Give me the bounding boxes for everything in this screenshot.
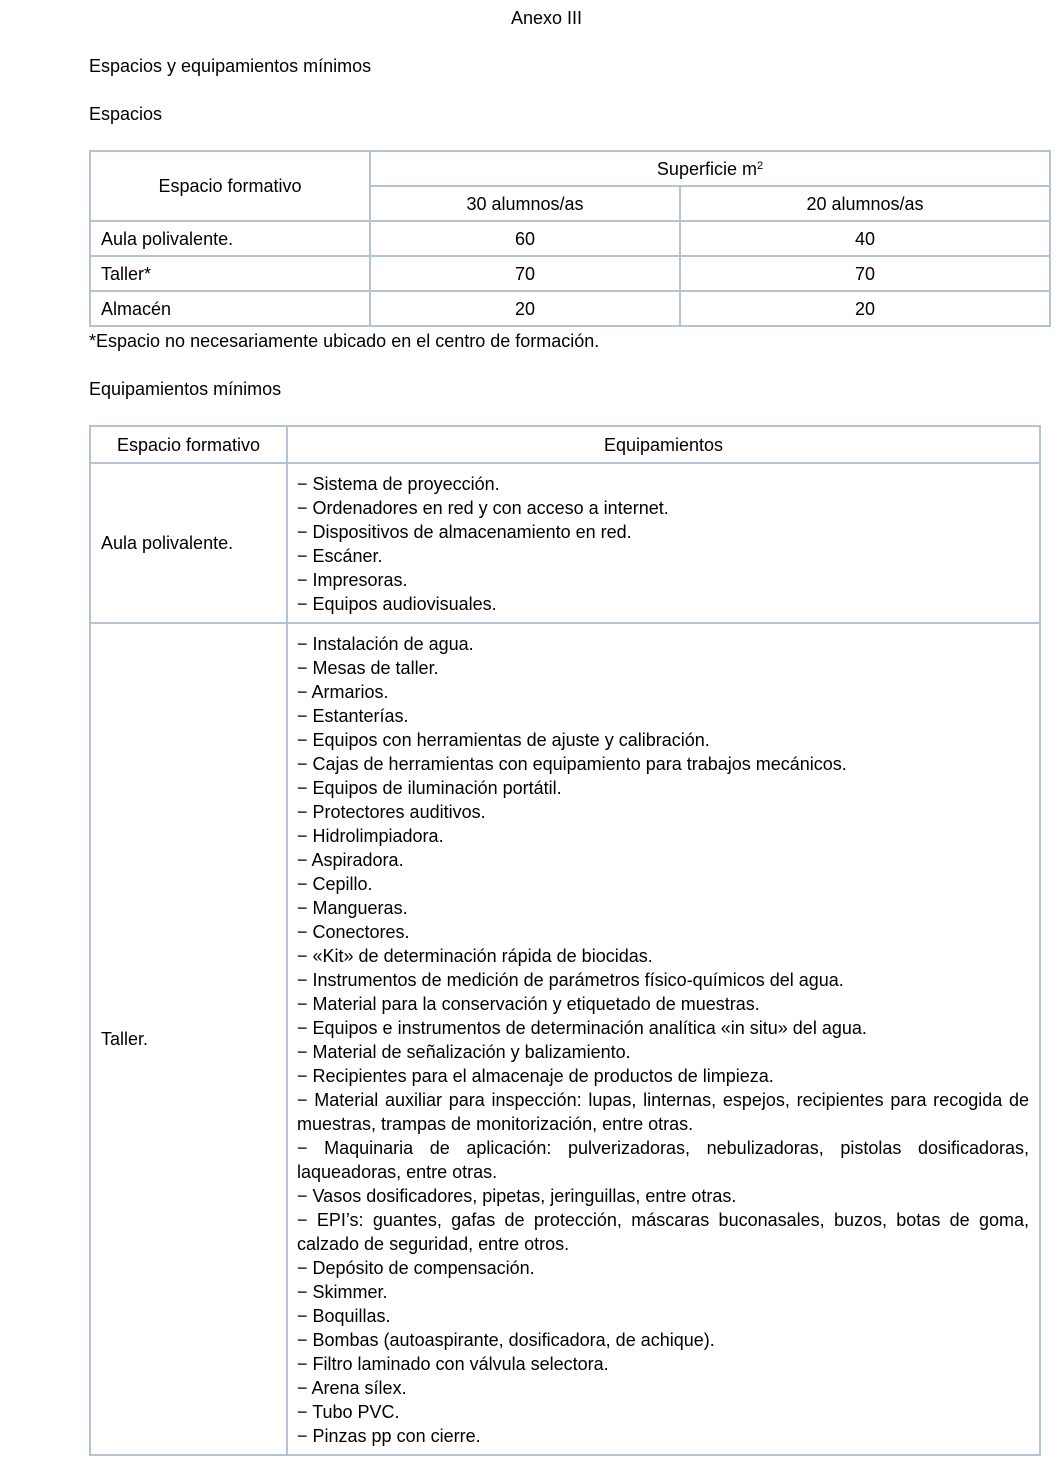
equipment-item: − Bombas (autoaspirante, dosificadora, de achique).: [297, 1330, 715, 1350]
equipment-item: − Skimmer.: [297, 1282, 388, 1302]
table-row: [90, 623, 1040, 1455]
table-row: [90, 221, 1050, 256]
equipment-item: − Conectores.: [297, 922, 410, 942]
equipment-item: − Material auxiliar para inspección: lupas, linternas, espejos, recipientes para recogida de muestras, trampas de monitorización, entre otras.: [297, 1090, 1029, 1134]
annex-title: Anexo III: [510, 8, 583, 28]
equipment-item: − Protectores auditivos.: [297, 802, 486, 822]
cell-space: Taller.: [90, 623, 287, 1455]
equipment-item: − Mesas de taller.: [297, 658, 439, 678]
equipment-item: − Armarios.: [297, 682, 389, 702]
equipment-item: − Vasos dosificadores, pipetas, jeringuillas, entre otras.: [297, 1186, 737, 1206]
equipment-item: − Dispositivos de almacenamiento en red.: [297, 522, 632, 542]
footnote: *Espacio no necesariamente ubicado en el centro de formación.: [89, 331, 600, 351]
equipamientos-heading: Equipamientos mínimos: [89, 379, 282, 399]
equipment-list: [287, 623, 1040, 1455]
equipment-item: − Hidrolimpiadora.: [297, 826, 444, 846]
equipment-item: − Aspiradora.: [297, 850, 404, 870]
equipment-item: − Cepillo.: [297, 874, 373, 894]
equipment-item: − Instrumentos de medición de parámetros físico-químicos del agua.: [297, 970, 844, 990]
equipment-item: − Material de señalización y balizamiento.: [297, 1042, 631, 1062]
equipment-item: − Recipientes para el almacenaje de productos de limpieza.: [297, 1066, 774, 1086]
cell-space: Aula polivalente.: [90, 463, 287, 623]
cell-20: 40: [680, 221, 1050, 256]
equipment-item: − Tubo PVC.: [297, 1402, 400, 1422]
table-row: [90, 256, 1050, 291]
equipment-item: − Arena sílex.: [297, 1378, 407, 1398]
main-heading: Espacios y equipamientos mínimos: [89, 56, 372, 76]
table-row: [90, 463, 1040, 623]
table-header-row: [90, 151, 1050, 186]
cell-30: 60: [370, 221, 680, 256]
cell-20: 70: [680, 256, 1050, 291]
equipment-item: − «Kit» de determinación rápida de biocidas.: [297, 946, 653, 966]
header-superficie-sup: 2: [756, 159, 764, 172]
equipment-item: − Equipos de iluminación portátil.: [297, 778, 562, 798]
header-espacio-formativo: Espacio formativo: [90, 151, 370, 221]
equipment-item: − Mangueras.: [297, 898, 408, 918]
cell-space: Taller*: [90, 256, 370, 291]
cell-30: 20: [370, 291, 680, 326]
cell-space: Aula polivalente.: [90, 221, 370, 256]
cell-space: Almacén: [90, 291, 370, 326]
espacios-table: [89, 150, 1051, 327]
cell-30: 70: [370, 256, 680, 291]
equipment-item: − Cajas de herramientas con equipamiento para trabajos mecánicos.: [297, 754, 847, 774]
equipment-item: − Equipos e instrumentos de determinación analítica «in situ» del agua.: [297, 1018, 867, 1038]
equipment-item: − Equipos con herramientas de ajuste y calibración.: [297, 730, 710, 750]
equipment-item: − Equipos audiovisuales.: [297, 594, 497, 614]
equipment-item: − Escáner.: [297, 546, 383, 566]
equipment-item: − Estanterías.: [297, 706, 409, 726]
header-espacio-formativo: Espacio formativo: [90, 426, 287, 463]
header-equipamientos: Equipamientos: [287, 426, 1040, 463]
espacios-heading: Espacios: [89, 104, 163, 124]
equipment-item: − Instalación de agua.: [297, 634, 474, 654]
header-20-alumnos: 20 alumnos/as: [680, 186, 1050, 221]
header-superficie: [370, 151, 1050, 186]
cell-20: 20: [680, 291, 1050, 326]
equipment-item: − Depósito de compensación.: [297, 1258, 535, 1278]
header-superficie-label: Superficie m: [656, 158, 757, 179]
equipment-list: [287, 463, 1040, 623]
header-30-alumnos: 30 alumnos/as: [370, 186, 680, 221]
equipment-item: − Material para la conservación y etiquetado de muestras.: [297, 994, 760, 1014]
table-header-row: [90, 426, 1040, 463]
equipment-item: − EPI’s: guantes, gafas de protección, máscaras buconasales, buzos, botas de goma, calzado de seguridad, entre otros.: [297, 1210, 1029, 1254]
equipment-item: − Maquinaria de aplicación: pulverizadoras, nebulizadoras, pistolas dosificadoras, laqueadoras, entre otras.: [297, 1138, 1029, 1182]
table-row: [90, 291, 1050, 326]
equipamientos-table: [89, 425, 1041, 1456]
equipment-item: − Sistema de proyección.: [297, 474, 500, 494]
equipment-item: − Filtro laminado con válvula selectora.: [297, 1354, 609, 1374]
equipment-item: − Pinzas pp con cierre.: [297, 1426, 481, 1446]
equipment-item: − Impresoras.: [297, 570, 408, 590]
equipment-item: − Boquillas.: [297, 1306, 391, 1326]
equipment-item: − Ordenadores en red y con acceso a internet.: [297, 498, 669, 518]
